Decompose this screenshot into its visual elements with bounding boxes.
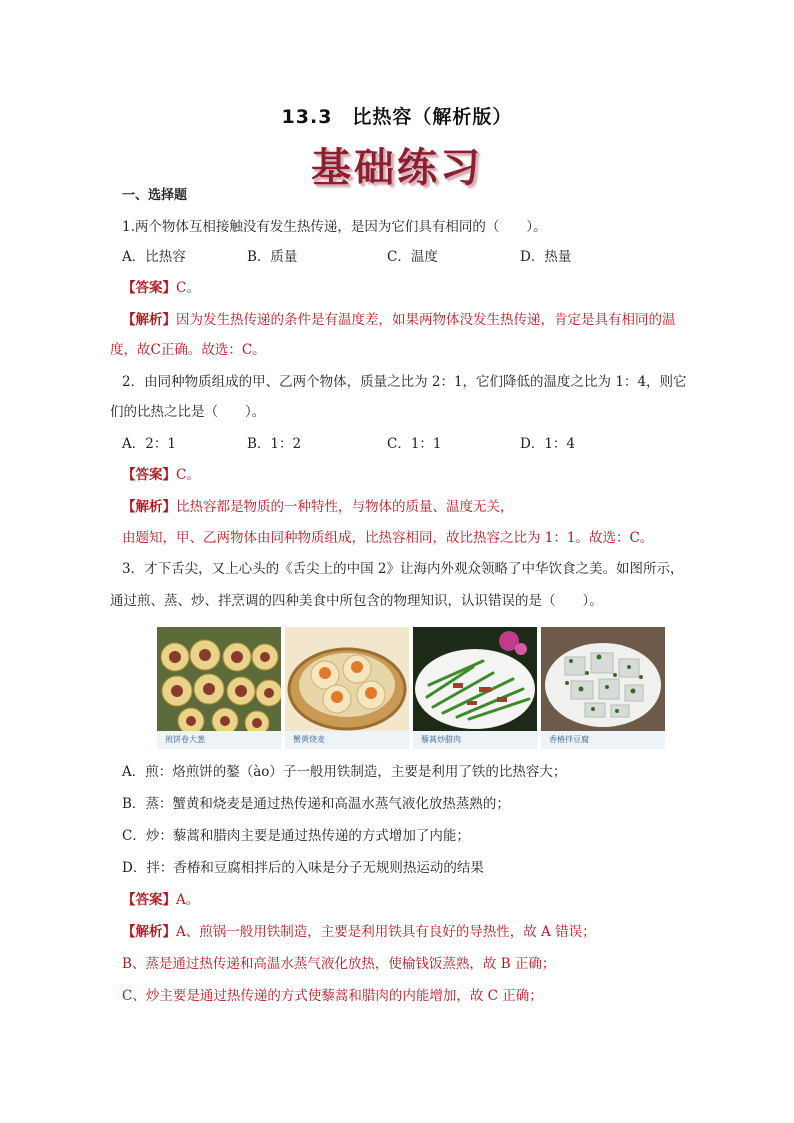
- analysis-text: 因为发生热传递的条件是有温度差，如果两物体没发生热传递，肯定是具有相同的温: [176, 312, 676, 328]
- q2-stem-line1: 2．由同种物质组成的甲、乙两个物体，质量之比为 2：1，它们降低的温度之比为 1：4，则它: [122, 374, 687, 390]
- q1-analysis-line2: 度，故C正确。故选：C。: [110, 342, 266, 358]
- q3-analysis-line3: C、炒主要是通过热传递的方式使藜蒿和腊肉的内能增加，故 C 正确；: [122, 988, 543, 1004]
- shaomai-photo: [285, 627, 409, 749]
- answer-value: C。: [176, 280, 200, 296]
- section-banner: 基础练习: [311, 145, 483, 191]
- q2-option-b: B．1：2: [247, 436, 302, 452]
- analysis-text: 比热容都是物质的一种特性，与物体的质量、温度无关，: [176, 499, 514, 515]
- q1-option-d: D．热量: [520, 249, 572, 265]
- q3-answer: [122, 890, 199, 910]
- food-photo-strip: [157, 627, 667, 749]
- photo-caption: 藜蒿炒腊肉: [413, 731, 537, 749]
- analysis-text: A、煎锅一般用铁制造，主要是利用铁具有良好的导热性，故 A 错误；: [176, 924, 596, 940]
- jianbing-photo: [157, 627, 281, 749]
- analysis-tag: 【解析】: [122, 312, 176, 328]
- photo-caption: 煎饼卷大葱: [157, 731, 281, 749]
- q2-option-a: A．2：1: [122, 436, 176, 452]
- tofu-photo-icon: [541, 627, 665, 731]
- q2-option-d: D．1：4: [520, 436, 576, 452]
- q1-answer: [122, 278, 200, 298]
- q3-analysis-line1: [122, 922, 596, 942]
- q3-option-d: D．拌：香椿和豆腐相拌后的入味是分子无规则热运动的结果: [122, 860, 484, 876]
- document-title: 13.3 比热容（解析版）: [281, 106, 513, 128]
- q2-option-c: C．1：1: [387, 436, 442, 452]
- q3-option-a: A．煎：烙煎饼的鏊（ào）子一般用铁制造，主要是利用了铁的比热容大；: [122, 764, 567, 780]
- q2-answer: [122, 465, 200, 485]
- q2-analysis-line1: [122, 497, 514, 517]
- q3-stem-line2: 通过煎、蒸、炒、拌烹调的四种美食中所包含的物理知识，认识错误的是（ ）。: [110, 593, 603, 609]
- q1-stem: 1.两个物体互相接触没有发生热传递，是因为它们具有相同的（ ）。: [122, 219, 547, 235]
- q1-analysis-line1: [122, 310, 676, 330]
- answer-value: C。: [176, 467, 200, 483]
- photo-caption: 蟹黄烧麦: [285, 731, 409, 749]
- q2-stem-line2: 们的比热之比是（ ）。: [110, 404, 266, 420]
- stirfry-photo: [413, 627, 537, 749]
- answer-tag: 【答案】: [122, 467, 176, 483]
- q3-option-b: B．蒸：蟹黄和烧麦是通过热传递和高温水蒸气液化放热蒸熟的；: [122, 796, 510, 812]
- analysis-tag: 【解析】: [122, 924, 176, 940]
- section-heading: 一、选择题: [122, 188, 188, 203]
- jianbing-photo-icon: [157, 627, 281, 731]
- q1-option-c: C．温度: [387, 249, 438, 265]
- analysis-tag: 【解析】: [122, 499, 176, 515]
- tofu-photo: [541, 627, 665, 749]
- q2-options: [122, 434, 575, 454]
- q1-option-b: B．质量: [247, 249, 298, 265]
- answer-value: A。: [176, 892, 200, 908]
- stirfry-photo-icon: [413, 627, 537, 731]
- q3-stem-line1: 3．才下舌尖，又上心头的《舌尖上的中国 2》让海内外观众领略了中华饮食之美。如图所示，: [122, 561, 684, 577]
- q3-option-c: C．炒：藜蒿和腊肉主要是通过热传递的方式增加了内能；: [122, 828, 470, 844]
- q3-analysis-line2: B、蒸是通过热传递和高温水蒸气液化放热，使榆钱饭蒸熟，故 B 正确；: [122, 956, 556, 972]
- q2-analysis-line2: 由题知，甲、乙两物体由同种物质组成，比热容相同，故比热容之比为 1：1。故选：C。: [122, 530, 654, 546]
- shaomai-photo-icon: [285, 627, 409, 731]
- q1-option-a: A．比热容: [122, 249, 186, 265]
- photo-caption: 香椿拌豆腐: [541, 731, 665, 749]
- answer-tag: 【答案】: [122, 280, 176, 296]
- answer-tag: 【答案】: [122, 892, 176, 908]
- q1-options: [122, 247, 571, 267]
